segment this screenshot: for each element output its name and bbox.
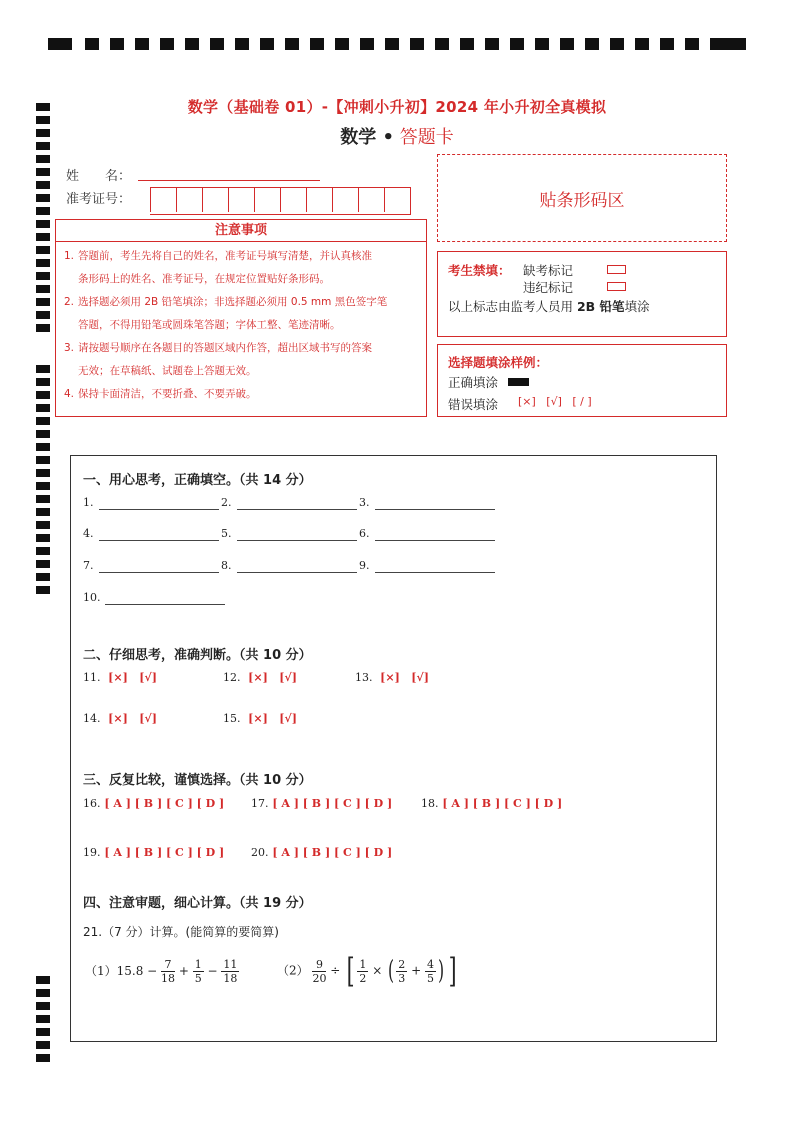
notice-item: 2. 选择题必须用 2B 铅笔填涂；非选择题必须用 0.5 mm 黑色签字笔 答题，不得用铅笔或圆珠笔答题；字体工整、笔迹清晰。 [64, 296, 388, 331]
ban-label: 考生禁填： [448, 263, 511, 278]
absent-mark-box[interactable] [607, 265, 626, 274]
proctor-marks-panel [437, 251, 727, 337]
barcode-area: 贴条形码区 [437, 154, 727, 242]
name-field[interactable] [138, 180, 320, 181]
name-label: 姓 名： [66, 169, 132, 184]
answer-blank[interactable] [375, 572, 495, 573]
q-number: 7. [83, 559, 94, 572]
ban-note: 以上标志由监考人员用 2B 铅笔填涂 [448, 299, 650, 314]
section-1-title: 一、用心思考，正确填空。（共 14 分） [83, 473, 312, 488]
section-3-title: 三、反复比较，谨慎选择。（共 10 分） [83, 773, 312, 788]
correct-fill-label: 正确填涂 [448, 375, 499, 390]
answer-blank[interactable] [99, 540, 219, 541]
answer-blank[interactable] [375, 509, 495, 510]
notice-item: 3. 请按题号顺序在各题目的答题区域内作答，超出区域书写的答案 无效；在草稿纸、试题卷上答题无效。 [64, 342, 372, 377]
judge-item-13[interactable]: 13. [×] [√] [355, 671, 429, 684]
absent-label: 缺考标记 [523, 263, 574, 278]
wrong-fill-label: 错误填涂 [448, 397, 499, 412]
judge-item-12[interactable]: 12. [×] [√] [223, 671, 297, 684]
q-number: 4. [83, 527, 94, 540]
notice-title: 注意事项 [56, 220, 426, 242]
choice-item-19[interactable]: 19. [ A ] [ B ] [ C ] [ D ] [83, 846, 225, 859]
page-subtitle [0, 123, 794, 149]
subtitle-main: 数学 • [340, 127, 395, 148]
id-label: 准考证号： [66, 192, 132, 207]
violation-label: 违纪标记 [523, 280, 574, 295]
top-timing-marks [48, 38, 746, 50]
answer-area [70, 455, 717, 1042]
choice-item-17[interactable]: 17. [ A ] [ B ] [ C ] [ D ] [251, 797, 393, 810]
notice-panel [55, 219, 427, 417]
answer-blank[interactable] [105, 604, 225, 605]
notice-item: 4. 保持卡面清洁，不要折叠、不要弄破。 [64, 388, 257, 400]
q-number: 1. [83, 496, 94, 509]
judge-item-11[interactable]: 11. [×] [√] [83, 671, 157, 684]
q-number: 5. [221, 527, 232, 540]
wrong-fill-marks: [×] [√] [ / ] [518, 395, 592, 408]
fill-sample-panel [437, 344, 727, 417]
judge-item-15[interactable]: 15. [×] [√] [223, 712, 297, 725]
q-number: 3. [359, 496, 370, 509]
subtitle-red: 答题卡 [394, 127, 454, 148]
page-title: 数学（基础卷 01）-【冲刺小升初】2024 年小升初全真模拟 [187, 98, 607, 116]
choice-item-20[interactable]: 20. [ A ] [ B ] [ C ] [ D ] [251, 846, 393, 859]
answer-blank[interactable] [237, 509, 357, 510]
q21-part1-expression: （1）15.8 − $\frac{7}{18}$ + $\frac{1}{5}$ − $\frac{11}{18}$ [85, 958, 238, 985]
choice-item-18[interactable]: 18. [ A ] [ B ] [ C ] [ D ] [421, 797, 563, 810]
q-number: 6. [359, 527, 370, 540]
section-2-title: 二、仔细思考，准确判断。（共 10 分） [83, 648, 312, 663]
sample-title: 选择题填涂样例： [448, 355, 549, 370]
q-number: 2. [221, 496, 232, 509]
q-number: 9. [359, 559, 370, 572]
notice-item: 1. 答题前，考生先将自己的姓名，准考证号填写清楚，并认真核准 条形码上的姓名、准考证号，在规定位置贴好条形码。 [64, 250, 372, 285]
q21-header: 21.（7 分）计算。(能简算的要简算) [83, 925, 279, 939]
violation-mark-box[interactable] [607, 282, 626, 291]
q21-part2-expression: （2） $\frac{9}{20}$ ÷ [ $\frac{1}{2}$ × ( $\frac{2}{3}$ + $\frac{4}{5}$ ) ] [277, 951, 457, 991]
student-id-boxes[interactable] [150, 187, 411, 215]
answer-blank[interactable] [237, 572, 357, 573]
answer-blank[interactable] [237, 540, 357, 541]
answer-blank[interactable] [99, 572, 219, 573]
q-number: 8. [221, 559, 232, 572]
section-4-title: 四、注意审题，细心计算。（共 19 分） [83, 896, 312, 911]
judge-item-14[interactable]: 14. [×] [√] [83, 712, 157, 725]
q-number: 10. [83, 591, 101, 604]
choice-item-16[interactable]: 16. [ A ] [ B ] [ C ] [ D ] [83, 797, 225, 810]
filled-sample-icon [508, 378, 529, 386]
answer-blank[interactable] [99, 509, 219, 510]
answer-blank[interactable] [375, 540, 495, 541]
